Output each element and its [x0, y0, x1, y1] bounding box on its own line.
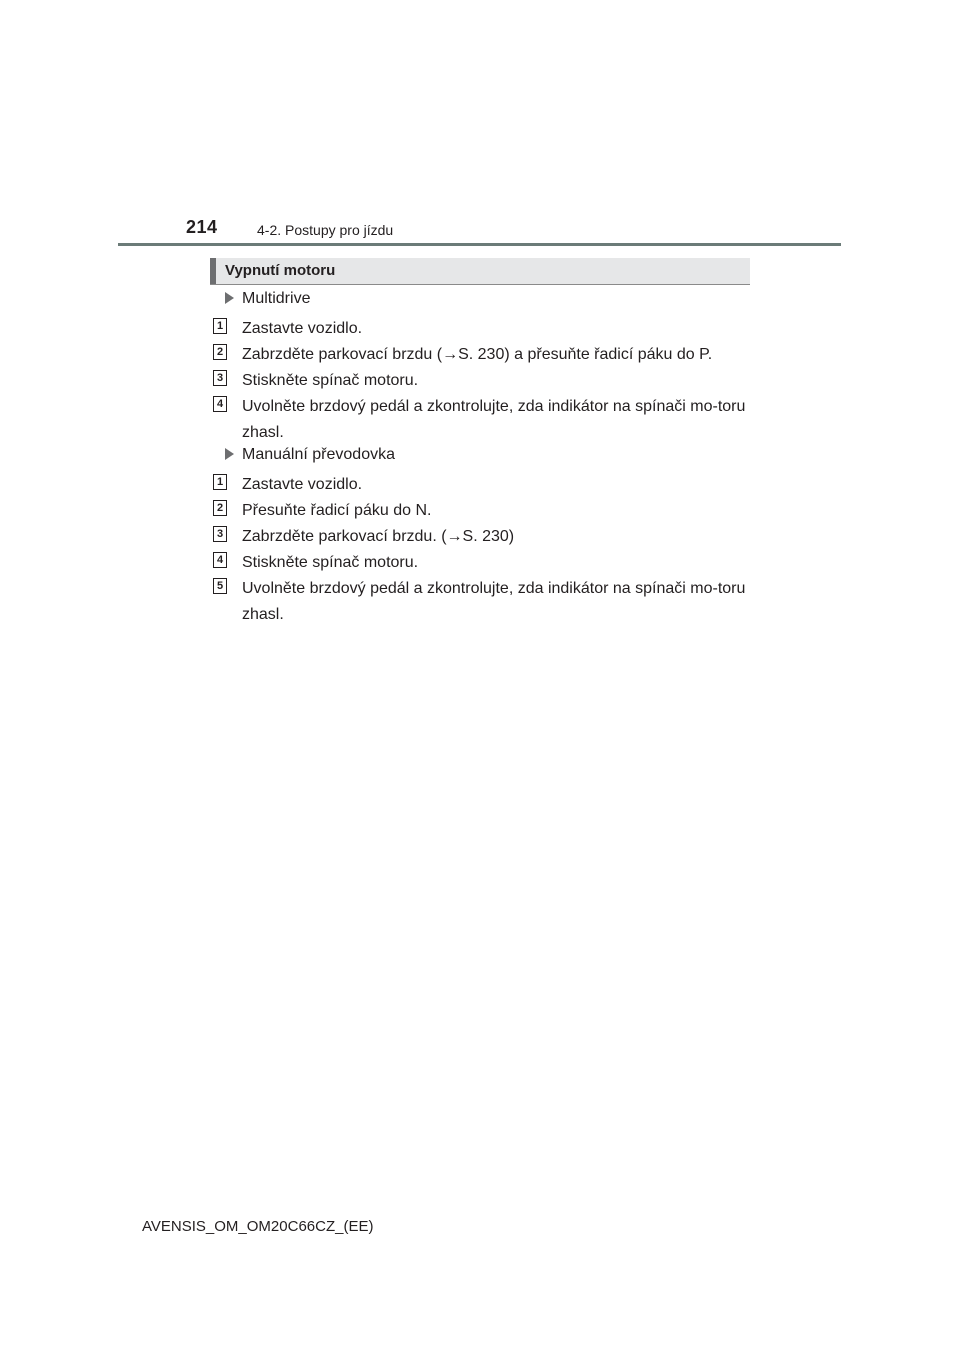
- step-text: Stiskněte spínač motoru.: [242, 554, 419, 571]
- subheading-label: Manuální převodovka: [242, 446, 395, 463]
- step-text: Stiskněte spínač motoru.: [242, 372, 419, 389]
- step-number-badge: 3: [213, 526, 227, 542]
- step-text: Uvolněte brzdový pedál a zkontrolujte, zda indikátor na spínači mo-toru zhasl.: [242, 398, 746, 441]
- page-number: 214: [186, 217, 218, 237]
- subheading-label: Multidrive: [242, 290, 311, 307]
- step-text: Uvolněte brzdový pedál a zkontrolujte, zda indikátor na spínači mo-toru zhasl.: [242, 580, 746, 623]
- triangle-bullet-icon: [225, 292, 234, 304]
- step-text: Zabrzděte parkovací brzdu. (→S. 230): [242, 528, 515, 545]
- step-number-badge: 2: [213, 500, 227, 516]
- header-rule: [118, 243, 841, 246]
- step-text: Zastavte vozidlo.: [242, 476, 363, 493]
- step-text: Přesuňte řadicí páku do N.: [242, 502, 432, 519]
- step-number-badge: 4: [213, 552, 227, 568]
- triangle-bullet-icon: [225, 448, 234, 460]
- step-number-badge: 3: [213, 370, 227, 386]
- step-number-badge: 2: [213, 344, 227, 360]
- step-text: Zastavte vozidlo.: [242, 320, 363, 337]
- step-number-badge: 1: [213, 318, 227, 334]
- heading-accent: [210, 258, 216, 284]
- section-heading-bar: [210, 258, 750, 285]
- subheading-multidrive: [225, 290, 310, 308]
- document-footer: AVENSIS_OM_OM20C66CZ_(EE): [142, 1218, 374, 1235]
- step-number-badge: 1: [213, 474, 227, 490]
- step-text: Zabrzděte parkovací brzdu (→S. 230) a přesuňte řadicí páku do P.: [242, 346, 713, 363]
- step-number-badge: 4: [213, 396, 227, 412]
- section-label: 4-2. Postupy pro jízdu: [257, 222, 394, 238]
- section-heading: Vypnutí motoru: [225, 262, 336, 279]
- subheading-manual: [225, 446, 395, 464]
- step-number-badge: 5: [213, 578, 227, 594]
